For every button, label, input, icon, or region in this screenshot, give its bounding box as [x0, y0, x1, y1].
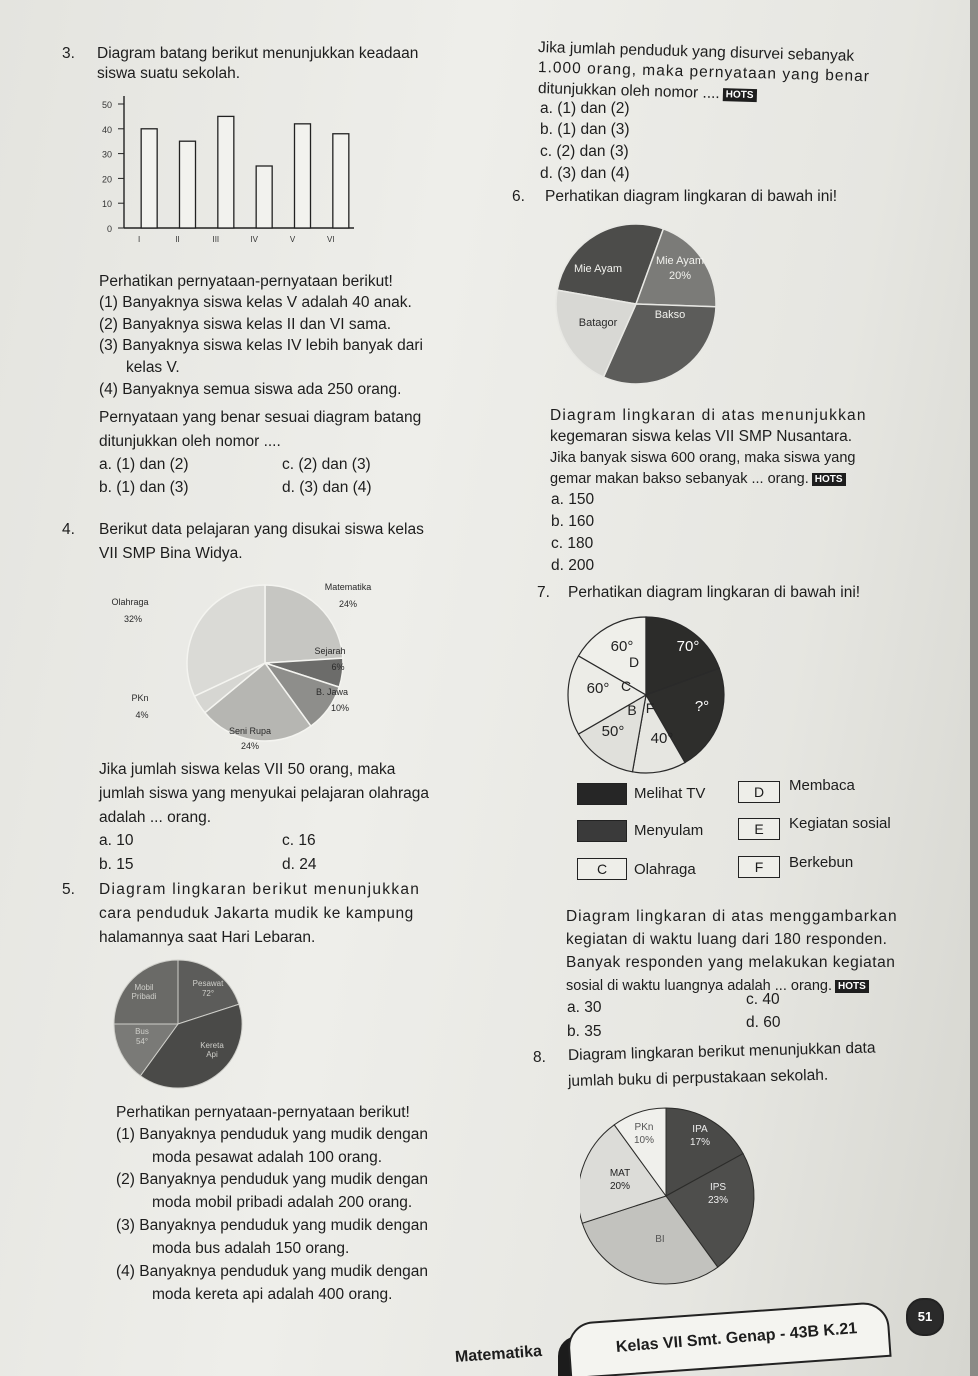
- pie-label: Olahraga: [111, 597, 149, 607]
- q8-intro-1: Diagram lingkaran berikut menunjukkan data: [567, 1039, 876, 1064]
- q5-cont-line-1: Jika jumlah penduduk yang disurvei sebanyak: [537, 39, 855, 65]
- q7-option-d[interactable]: d. 60: [746, 1014, 781, 1031]
- legend-label-tv: Melihat TV: [634, 785, 706, 802]
- q8-pie-chart: [580, 1098, 760, 1298]
- legend-swatch-menyulam: [577, 820, 627, 842]
- pie-label: PKn: [131, 693, 149, 703]
- bar: [218, 116, 234, 228]
- q3-statements-intro: Perhatikan pernyataan-pernyataan berikut!: [99, 273, 393, 290]
- q4-intro-1: Berikut data pelajaran yang disukai siswa kelas: [99, 521, 424, 538]
- q5-cont-line-2: 1.000 orang, maka pernyataan yang benar: [537, 59, 871, 86]
- pie-label: Mie Ayam: [655, 255, 705, 267]
- q3-statement-4: (4) Banyaknya semua siswa ada 250 orang.: [99, 381, 402, 398]
- pie-label: F: [645, 700, 655, 716]
- footer-subject: Matematika: [454, 1342, 543, 1366]
- pie-value: 20%: [668, 270, 692, 282]
- q3-option-c[interactable]: c. (2) dan (3): [282, 456, 371, 473]
- q7-option-a[interactable]: a. 30: [567, 999, 602, 1016]
- pie-label: Kereta: [200, 1041, 224, 1050]
- q5-intro-1: Diagram lingkaran berikut menunjukkan: [99, 881, 421, 898]
- y-tick-label: 40: [101, 124, 112, 135]
- pie-value: 70°: [676, 638, 700, 655]
- q7-hots-badge: HOTS: [835, 980, 869, 993]
- pie-label: Seni Rupa: [228, 726, 272, 736]
- q4-pie-chart: [100, 578, 420, 753]
- legend-label-olahraga: Olahraga: [634, 861, 696, 878]
- q5-statement-1a: (1) Banyaknya penduduk yang mudik dengan: [116, 1126, 428, 1143]
- q5-hots-badge: HOTS: [723, 88, 757, 102]
- q3-bar-chart: [92, 90, 362, 250]
- pie-label: Pribadi: [131, 992, 157, 1001]
- pie-value: 50°: [601, 723, 625, 740]
- y-tick-label: 20: [101, 174, 112, 185]
- q4-question-2: jumlah siswa yang menyukai pelajaran olahraga: [99, 785, 429, 802]
- pie-value: 23%: [707, 1195, 729, 1206]
- q8-number: 8.: [533, 1049, 546, 1066]
- q7-text-1: Diagram lingkaran di atas menggambarkan: [566, 908, 898, 925]
- q3-statement-3a: (3) Banyaknya siswa kelas IV lebih banyak dari: [99, 337, 423, 354]
- q6-intro: Perhatikan diagram lingkaran di bawah ini!: [545, 188, 838, 205]
- q5-cont-option-d[interactable]: d. (3) dan (4): [540, 165, 630, 182]
- q5-intro-3: halamannya saat Hari Lebaran.: [99, 929, 316, 946]
- y-tick-label: 10: [101, 199, 112, 210]
- pie-label: Bus: [135, 1027, 149, 1036]
- q6-hots-badge: HOTS: [812, 473, 846, 486]
- pie-value: 54°: [135, 1037, 149, 1046]
- legend-swatch-e: E: [738, 818, 780, 840]
- x-tick-label: II: [175, 235, 180, 244]
- q6-option-d[interactable]: d. 200: [551, 557, 595, 574]
- pie-label: C: [620, 678, 632, 694]
- legend-label-sosial: Kegiatan sosial: [789, 815, 891, 832]
- q6-number: 6.: [512, 188, 525, 205]
- pie-label: Pesawat: [192, 979, 224, 988]
- q6-option-c[interactable]: c. 180: [551, 535, 594, 552]
- pie-label: D: [628, 654, 640, 670]
- q3-option-d[interactable]: d. (3) dan (4): [282, 479, 372, 496]
- legend-label-berkebun: Berkebun: [789, 854, 854, 871]
- q7-option-b[interactable]: b. 35: [567, 1023, 602, 1040]
- pie-value: 6%: [331, 662, 345, 672]
- footer-page-number: 51: [906, 1298, 944, 1336]
- q7-text-3: Banyak responden yang melakukan kegiatan: [566, 954, 896, 971]
- pie-value: 60°: [610, 638, 634, 655]
- pie-label: MAT: [609, 1168, 631, 1179]
- q3-option-b[interactable]: b. (1) dan (3): [99, 479, 189, 496]
- pie-label: B: [627, 702, 637, 718]
- pie-value: 10%: [633, 1135, 655, 1146]
- q6-text-2: kegemaran siswa kelas VII SMP Nusantara.: [550, 428, 853, 445]
- q4-question-3: adalah ... orang.: [99, 809, 212, 826]
- x-tick-label: III: [212, 235, 220, 244]
- pie-value: 20%: [609, 1181, 631, 1192]
- q6-text-3: Jika banyak siswa 600 orang, maka siswa yang: [550, 450, 856, 466]
- footer-grade: Kelas VII Smt. Genap - 43B K.21: [615, 1320, 858, 1356]
- legend-label-menyulam: Menyulam: [634, 822, 704, 839]
- q6-option-b[interactable]: b. 160: [551, 513, 595, 530]
- q5-cont-line-3: ditunjukkan oleh nomor ....: [537, 80, 720, 103]
- q6-option-a[interactable]: a. 150: [551, 491, 595, 508]
- pie-value: 72°: [201, 989, 215, 998]
- pie-label: Batagor: [578, 317, 618, 329]
- y-tick-label: 30: [101, 149, 112, 160]
- x-tick-label: IV: [250, 235, 258, 244]
- q5-statement-3a: (3) Banyaknya penduduk yang mudik dengan: [116, 1217, 428, 1234]
- q5-cont-option-c[interactable]: c. (2) dan (3): [540, 143, 629, 160]
- y-tick-label: 50: [101, 100, 112, 110]
- pie-value: 40°: [650, 730, 674, 747]
- pie-label: PKn: [634, 1122, 654, 1133]
- q7-text-2: kegiatan di waktu luang dari 180 responden.: [566, 931, 888, 948]
- q7-option-c[interactable]: c. 40: [746, 991, 780, 1008]
- q3-intro-2: siswa suatu sekolah.: [97, 65, 241, 82]
- pie-value: 4%: [135, 710, 149, 720]
- bar: [141, 129, 157, 228]
- q4-option-a[interactable]: a. 10: [99, 832, 134, 849]
- q7-text-4: sosial di waktu luangnya adalah ... orang.: [566, 978, 833, 994]
- pie-label: Mobil: [134, 983, 154, 992]
- bar: [180, 141, 196, 228]
- q7-intro: Perhatikan diagram lingkaran di bawah ini!: [568, 584, 861, 601]
- pie-label: Sejarah: [314, 646, 346, 656]
- x-tick-label: VI: [327, 235, 335, 244]
- pie-label: Matematika: [324, 582, 372, 592]
- q5-statement-2a: (2) Banyaknya penduduk yang mudik dengan: [116, 1171, 428, 1188]
- q4-option-c[interactable]: c. 16: [282, 832, 316, 849]
- q7-pie-chart: [566, 615, 736, 775]
- pie-value: 17%: [689, 1137, 711, 1148]
- q3-statement-1: (1) Banyaknya siswa kelas V adalah 40 anak.: [99, 294, 412, 311]
- q5-intro-2: cara penduduk Jakarta mudik ke kampung: [99, 905, 414, 922]
- pie-value: 32%: [123, 614, 143, 624]
- q5-pie-chart: [110, 952, 260, 1092]
- pie-value: ?°: [694, 698, 710, 715]
- legend-swatch-tv: [577, 783, 627, 805]
- pie-label: BI: [655, 1234, 665, 1245]
- q7-number: 7.: [537, 584, 550, 601]
- pie-value: 10%: [330, 703, 350, 713]
- q4-intro-2: VII SMP Bina Widya.: [99, 545, 243, 562]
- q4-question-1: Jika jumlah siswa kelas VII 50 orang, maka: [99, 761, 396, 778]
- q3-question-2: ditunjukkan oleh nomor ....: [99, 433, 281, 450]
- q5-statement-4b: moda kereta api adalah 400 orang.: [152, 1286, 393, 1303]
- q3-statement-2: (2) Banyaknya siswa kelas II dan VI sama.: [99, 316, 392, 333]
- q4-number: 4.: [62, 521, 75, 538]
- pie-label: IPA: [692, 1124, 708, 1135]
- legend-label-membaca: Membaca: [789, 777, 855, 794]
- legend-swatch-d: D: [738, 781, 780, 803]
- q5-number: 5.: [62, 881, 75, 898]
- q3-question-1: Pernyataan yang benar sesuai diagram batang: [99, 409, 422, 426]
- q3-intro-1: Diagram batang berikut menunjukkan keadaan: [97, 45, 419, 62]
- q5-statement-1b: moda pesawat adalah 100 orang.: [152, 1149, 383, 1166]
- pie-value: 24%: [240, 741, 260, 751]
- q6-text-1: Diagram lingkaran di atas menunjukkan: [550, 407, 867, 424]
- q3-number: 3.: [62, 45, 75, 62]
- q4-option-b[interactable]: b. 15: [99, 856, 134, 873]
- x-tick-label: I: [138, 235, 141, 244]
- bar: [333, 134, 349, 228]
- bar: [256, 166, 272, 228]
- q5-statements-intro: Perhatikan pernyataan-pernyataan berikut!: [116, 1104, 410, 1121]
- q5-cont-option-a[interactable]: a. (1) dan (2): [540, 100, 630, 117]
- pie-label: Mie Ayam: [573, 263, 623, 275]
- legend-swatch-f: F: [738, 856, 780, 878]
- pie-label: B. Jawa: [315, 687, 349, 697]
- q4-option-d[interactable]: d. 24: [282, 856, 317, 873]
- pie-value: 60°: [586, 680, 610, 697]
- pie-value: 24%: [338, 599, 358, 609]
- bar: [295, 124, 311, 228]
- pie-label: Bakso: [654, 309, 686, 321]
- legend-swatch-c: C: [577, 858, 627, 880]
- q5-statement-4a: (4) Banyaknya penduduk yang mudik dengan: [116, 1263, 428, 1280]
- q8-intro-2: jumlah buku di perpustakaan sekolah.: [567, 1066, 829, 1090]
- q6-pie-chart: [552, 220, 722, 390]
- q6-text-4: gemar makan bakso sebanyak ... orang.: [550, 471, 809, 487]
- pie-label: IPS: [709, 1182, 727, 1193]
- q3-option-a[interactable]: a. (1) dan (2): [99, 456, 189, 473]
- q5-statement-2b: moda mobil pribadi adalah 200 orang.: [152, 1194, 413, 1211]
- pie-label: Api: [206, 1050, 218, 1059]
- q3-statement-3b: kelas V.: [126, 359, 180, 376]
- q5-cont-option-b[interactable]: b. (1) dan (3): [540, 121, 630, 138]
- y-tick-label: 0: [106, 224, 112, 234]
- q5-statement-3b: moda bus adalah 150 orang.: [152, 1240, 350, 1257]
- x-tick-label: V: [289, 235, 296, 244]
